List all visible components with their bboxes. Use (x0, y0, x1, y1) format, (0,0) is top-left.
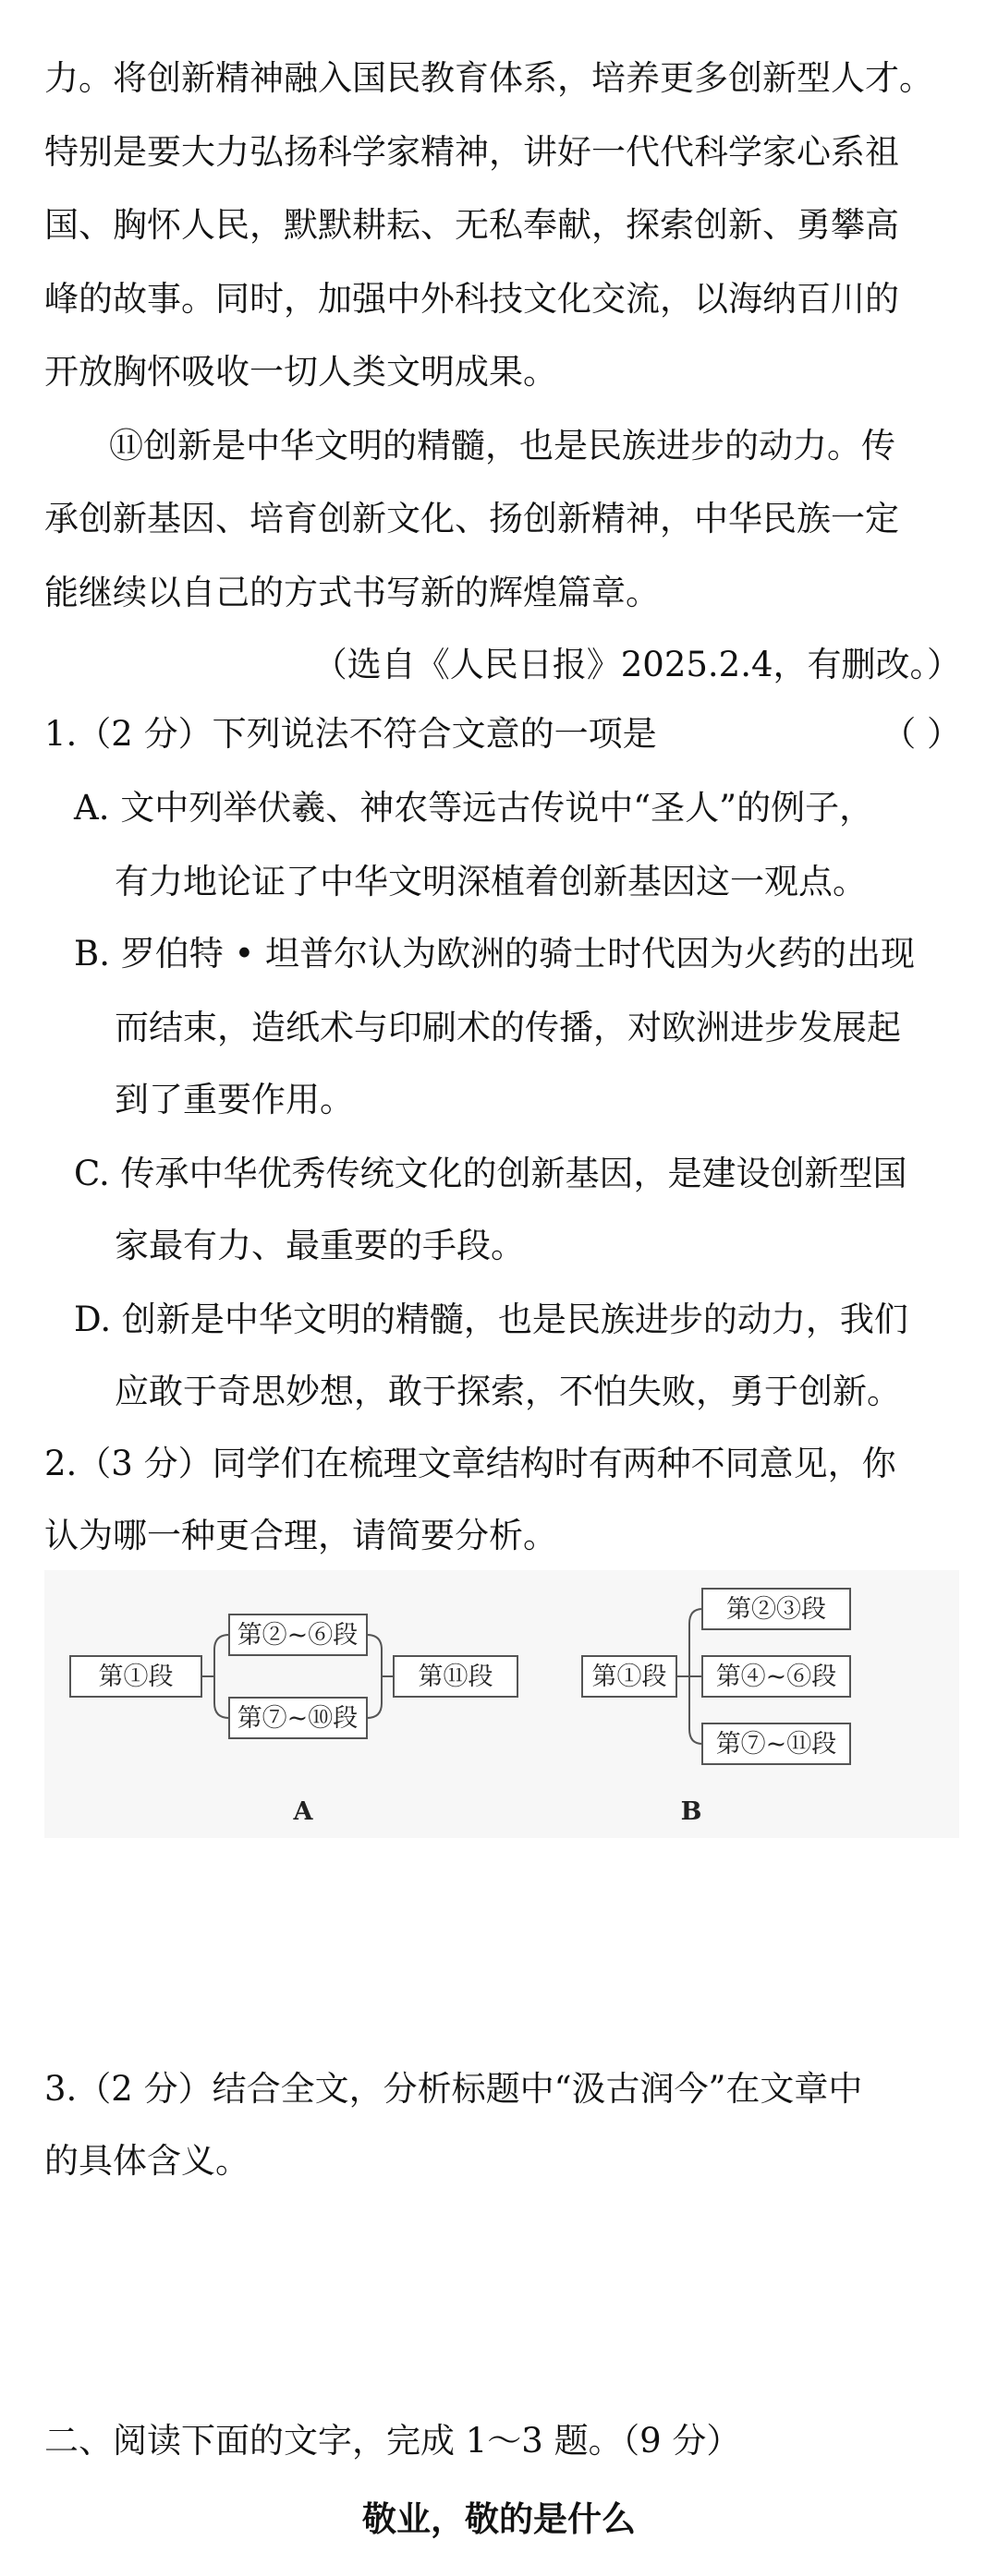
question-3-stem: 的具体含义。 (44, 2141, 250, 2181)
diagram-b-branch-label: 第④~⑥段 (715, 1663, 837, 1691)
passage-line: 力。将创新精神融入国民教育体系，培养更多创新型人才。 (44, 58, 933, 98)
option-b-cont: 而结束，造纸术与印刷术的传播，对欧洲进步发展起 (115, 1008, 901, 1047)
option-a: A. 文中列举伏羲、神农等远古传说中“圣人”的例子， (74, 788, 874, 828)
option-d-cont: 应敢于奇思妙想，敢于探索，不怕失败，勇于创新。 (115, 1372, 901, 1411)
article-title: 敬业，敬的是什么 (362, 2499, 636, 2539)
passage-line: 峰的故事。同时，加强中外科技文化交流，以海纳百川的 (44, 279, 899, 319)
passage-line: ⑪创新是中华文明的精髓，也是民族进步的动力。传 (109, 426, 895, 466)
answer-parentheses: （ ） (882, 714, 961, 754)
option-c: C. 传承中华优秀传统文化的创新基因，是建设创新型国 (74, 1154, 907, 1193)
diagram-b-branch-label: 第②③段 (726, 1595, 826, 1624)
diagram-b-caption: B (680, 1797, 702, 1826)
diagram-a-caption: A (293, 1797, 313, 1826)
question-1-stem: 1.（2 分）下列说法不符合文意的一项是 (44, 714, 657, 754)
option-b: B. 罗伯特 • 坦普尔认为欧洲的骑士时代因为火药的出现 (74, 934, 916, 974)
question-3-stem: 3.（2 分）结合全文，分析标题中“汲古润今”在文章中 (44, 2069, 863, 2109)
passage-line: 开放胸怀吸收一切人类文明成果。 (44, 352, 557, 392)
diagram-a-middle-label: 第⑦~⑩段 (237, 1704, 359, 1733)
diagram-a-root-label: 第①段 (98, 1663, 174, 1691)
question-2-stem: 2.（3 分）同学们在梳理文章结构时有两种不同意见，你 (44, 1444, 896, 1483)
passage-line: 能继续以自己的方式书写新的辉煌篇章。 (44, 573, 660, 612)
diagram-a-middle-label: 第②~⑥段 (237, 1621, 359, 1650)
diagram-b-root-label: 第①段 (591, 1663, 667, 1691)
structure-diagrams-svg (44, 1570, 959, 1838)
option-a-cont: 有力地论证了中华文明深植着创新基因这一观点。 (115, 862, 867, 901)
structure-diagrams (44, 1570, 959, 1838)
passage-line: 特别是要大力弘扬科学家精神，讲好一代代科学家心系祖 (44, 132, 899, 172)
option-b-cont: 到了重要作用。 (115, 1080, 354, 1119)
option-c-cont: 家最有力、最重要的手段。 (115, 1226, 525, 1265)
source-citation: （选自《人民日报》2025.2.4，有删改。） (312, 645, 961, 684)
passage-line: 国、胸怀人民，默默耕耘、无私奉献，探索创新、勇攀高 (44, 205, 899, 245)
question-2-stem: 认为哪一种更合理，请简要分析。 (44, 1516, 557, 1555)
section-heading: 二、阅读下面的文字，完成 1～3 题。（9 分） (44, 2421, 741, 2461)
diagram-a-end-label: 第⑪段 (418, 1663, 493, 1691)
passage-line: 承创新基因、培育创新文化、扬创新精神，中华民族一定 (44, 499, 899, 538)
diagram-b-branch-label: 第⑦~⑪段 (715, 1730, 837, 1759)
option-d: D. 创新是中华文明的精髓，也是民族进步的动力，我们 (74, 1300, 908, 1339)
